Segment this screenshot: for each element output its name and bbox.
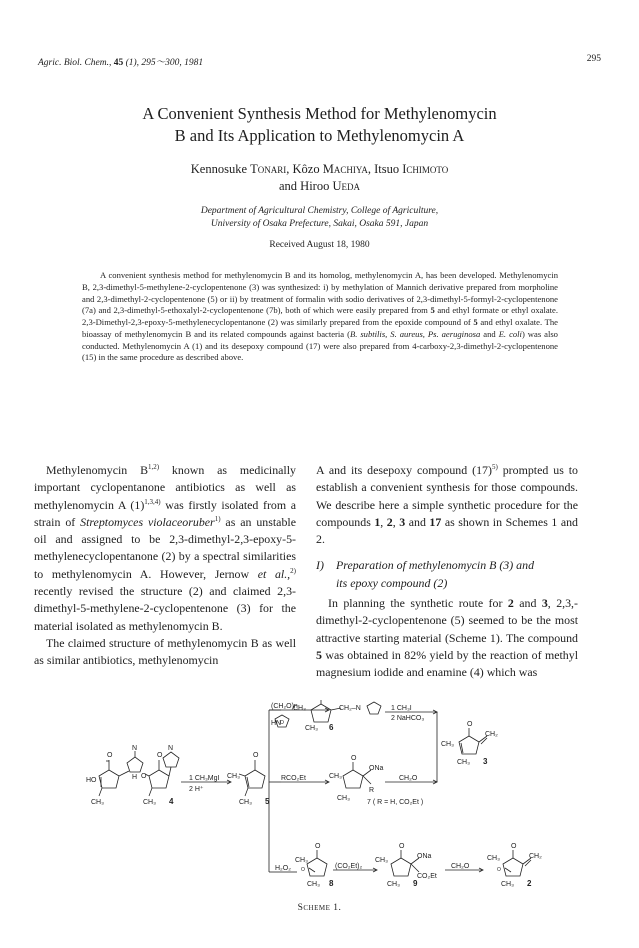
svg-text:O: O: [315, 843, 321, 850]
svg-text:N: N: [168, 745, 174, 752]
svg-text:H₂O₂: H₂O₂: [275, 865, 291, 872]
svg-text:(CO₂Et)₂: (CO₂Et)₂: [335, 863, 363, 870]
svg-text:CH₃: CH₃: [457, 759, 470, 766]
svg-text:2 NaHCO₃: 2 NaHCO₃: [391, 715, 425, 722]
svg-text:H: H: [132, 774, 138, 781]
svg-text:R: R: [369, 787, 375, 794]
svg-text:7 ( R = H, CO₂Et ): 7 ( R = H, CO₂Et ): [367, 799, 424, 806]
svg-text:O: O: [301, 867, 305, 873]
svg-text:9: 9: [413, 879, 418, 888]
journal-citation: Agric. Biol. Chem., 45 (1), 295～300, 1981: [38, 58, 204, 68]
compound-3: [441, 721, 498, 766]
svg-text:CH₃: CH₃: [337, 795, 350, 802]
compound-9: [375, 843, 437, 888]
svg-text:CH₂: CH₂: [485, 731, 498, 738]
svg-text:N: N: [132, 745, 138, 752]
svg-text:RCO₂Et: RCO₂Et: [281, 775, 306, 782]
received-date: Received August 18, 1980: [269, 240, 370, 250]
svg-text:8: 8: [329, 879, 334, 888]
svg-text:CH₃: CH₃: [387, 881, 400, 888]
svg-text:CH₃: CH₃: [293, 705, 306, 712]
compound-4-enamine-precursor: [86, 745, 143, 806]
svg-text:6: 6: [329, 723, 334, 732]
svg-text:CH₃: CH₃: [501, 881, 514, 888]
svg-text:CH₃: CH₃: [375, 857, 388, 864]
svg-text:2 H⁺: 2 H⁺: [189, 786, 204, 793]
svg-text:CH₃: CH₃: [143, 799, 156, 806]
svg-text:CH₃: CH₃: [487, 855, 500, 862]
svg-text:CH₃: CH₃: [91, 799, 104, 806]
svg-text:HN: HN: [271, 720, 282, 727]
page-number: 295: [586, 54, 601, 64]
body-column-right: A and its desepoxy compound $(17)^{5)}$ prompted us to establish a convenient synthesis for those compounds. We describe here a simple synthetic procedure for the compounds 1, 2, 3 and 17 as shown in Schemes 1 and 2. I) Preparation of methylenomycin B (3) and its epoxy compound (2) In planning the synthetic route for 2 and 3, 2,3,-dimethyl-2-cyclopentenone (5) seemed to be the most attractive starting material (Scheme 1). The compound 5 was obtained in 82% yield by the reaction of methyl magnesium iodide and enamine (4) which was: [316, 463, 579, 680]
svg-text:CH₃: CH₃: [329, 773, 342, 780]
svg-text:O: O: [107, 752, 113, 759]
svg-text:(CH₂O)n: (CH₂O)n: [271, 703, 298, 710]
svg-text:O: O: [399, 843, 405, 850]
svg-text:1 CH₃MgI: 1 CH₃MgI: [189, 775, 220, 782]
svg-text:2: 2: [527, 879, 532, 888]
body-column-left: Methylenomycin B$^{1,2)}$ known as medicinally important cyclopentanone antibiotics as well as methylenomycin A $(1)^{1,3,4)}$ was firstly isolated from a strain of Streptomyces violaceoruber$^{1)}$ as an unstable oil and assigned to be 2,3-dimethyl-2,3-epoxy-5-methylenecyclopentanone (2) by a spectral similarities to methylenomycin A. However, Jernow et al.,$^{2)}$ recently revised the structure (2) and claimed 2,3-dimethyl-5-methylene-2-cyclopentenone (3) for the material isolated as methylenomycin B. The claimed structure of methylenomycin B as well as similar antibiotics, methylenomycin: [34, 463, 297, 668]
svg-text:CH₃: CH₃: [239, 799, 252, 806]
affiliation: Department of Agricultural Chemistry, College of Agriculture, University of Osaka Prefecture, Sakai, Osaka 591, Japan: [200, 206, 439, 229]
compound-6: [293, 700, 381, 732]
compound-8: [295, 843, 334, 888]
svg-text:CH₂O: CH₂O: [399, 775, 418, 782]
svg-text:O: O: [157, 752, 163, 759]
svg-text:1 CH₃I: 1 CH₃I: [391, 705, 412, 712]
svg-text:5: 5: [265, 797, 270, 806]
svg-text:CH₃: CH₃: [295, 857, 308, 864]
svg-text:O: O: [141, 773, 147, 780]
svg-text:CH₂–N: CH₂–N: [339, 705, 361, 712]
title-line-2: B and Its Application to Methylenomycin A: [174, 126, 465, 145]
svg-text:CH₂O: CH₂O: [451, 863, 470, 870]
paper-title: [0, 103, 639, 147]
svg-text:CH₃: CH₃: [227, 773, 240, 780]
svg-text:CH₃: CH₃: [305, 725, 318, 732]
svg-text:O: O: [351, 755, 357, 762]
svg-text:4: 4: [169, 797, 174, 806]
svg-text:HO: HO: [86, 777, 97, 784]
svg-text:O: O: [253, 752, 259, 759]
svg-text:O: O: [467, 721, 473, 728]
svg-text:CH₂: CH₂: [529, 853, 542, 860]
scheme-1-diagram: [85, 700, 563, 890]
section-heading: I) Preparation of methylenomycin B (3) and its epoxy compound (2): [316, 558, 535, 590]
svg-text:ONa: ONa: [369, 765, 384, 772]
compound-5: [227, 752, 270, 806]
abstract: A convenient synthesis method for methylenomycin B and its homolog, methylenomycin A, has been developed. Methylenomycin B, 2,3-dimethyl-5-methylene-2-cyclopentenone (3) was synthesized: i) by methylation of Mannich derivative prepared from morpholine and 2,3-dimethyl-2-cyclopentenone (5) or ii) by treatment of formalin with sodio derivatives of 2,3-dimethyl-5-formyl-2-cyclopentenone (7a) and 2,3-dimethyl-5-ethoxalyl-2-cyclopentenone (7b), both of which were easily prepared from 5 and ethyl formate or ethyl oxalate. 2,3-Dimethyl-2,3-epoxy-5-methylenecyclopentanone (2) was similarly prepared from the epoxide compound of 5 and ethyl oxalate. The bioassay of methylenomycin B and its related compounds against bacteria (B. subtilis, S. aureus, Ps. aeruginosa and E. coli) was also conducted. Methylenomycin A (1) and its desepoxy compound (17) were also prepared from 4-carboxy-2,3-dimethyl-2-cyclopentenone (15) in the same procedure as described above.: [82, 270, 558, 363]
compound-2: [487, 843, 542, 888]
scheme-caption: Scheme 1.: [297, 903, 342, 913]
svg-text:CH₃: CH₃: [307, 881, 320, 888]
svg-text:O: O: [511, 843, 517, 850]
author-list: Kennosuke Tonari, Kôzo Machiya, Itsuo Ichimoto and Hiroo Ueda: [190, 162, 449, 193]
svg-text:O: O: [497, 867, 501, 873]
svg-text:O: O: [280, 720, 284, 726]
svg-text:ONa: ONa: [417, 853, 432, 860]
svg-text:3: 3: [483, 757, 488, 766]
title-line-1: A Convenient Synthesis Method for Methylenomycin: [142, 104, 497, 123]
compound-4: [141, 745, 179, 806]
svg-text:CH₃: CH₃: [441, 741, 454, 748]
svg-text:CO₂Et: CO₂Et: [417, 873, 437, 880]
